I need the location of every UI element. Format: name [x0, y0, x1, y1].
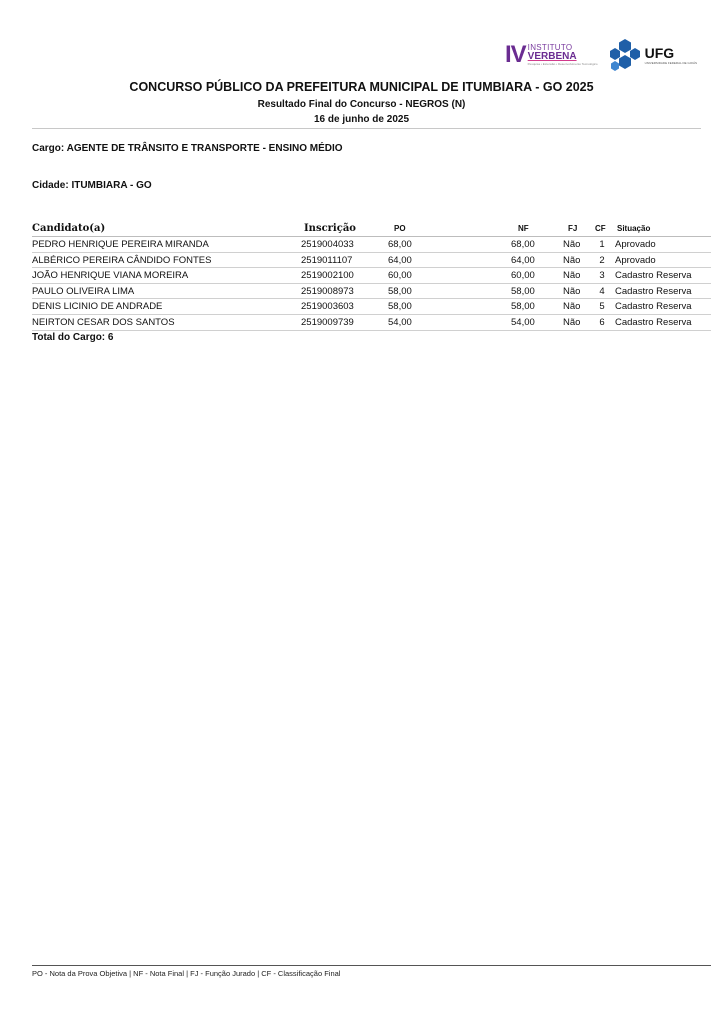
instituto-verbena-line2: VERBENA [527, 51, 577, 62]
cell-nome: JOÃO HENRIQUE VIANA MOREIRA [32, 270, 189, 282]
header-po: PO [394, 224, 406, 233]
document-header [0, 80, 723, 125]
cell-situacao: Cadastro Reserva [615, 270, 692, 282]
cell-fj: Não [563, 316, 581, 328]
cell-nf: 54,00 [511, 316, 535, 328]
cell-nome: DENIS LICINIO DE ANDRADE [32, 301, 163, 313]
cell-po: 60,00 [388, 270, 412, 282]
cell-nf: 58,00 [511, 285, 535, 297]
cell-fj: Não [563, 254, 581, 266]
ufg-wordmark [645, 46, 697, 65]
cell-nome: ALBÉRICO PEREIRA CÂNDIDO FONTES [32, 254, 212, 266]
cell-nome: NEIRTON CESAR DOS SANTOS [32, 316, 175, 328]
cell-inscricao: 2519004033 [301, 239, 354, 250]
cell-cf: 3 [599, 270, 605, 282]
cell-nf: 64,00 [511, 254, 535, 266]
footer-legend: PO - Nota da Prova Objetiva | NF - Nota Final | FJ - Função Jurado | CF - Classificação Final [32, 969, 341, 978]
cell-situacao: Aprovado [615, 239, 656, 250]
instituto-verbena-line1: INSTITUTO [527, 43, 573, 52]
header-divider [32, 128, 701, 129]
cargo-label: Cargo: AGENTE DE TRÂNSITO E TRANSPORTE - ENSINO MÉDIO [32, 143, 343, 154]
cell-fj: Não [563, 270, 581, 282]
cell-po: 58,00 [388, 301, 412, 313]
table-row [32, 268, 711, 284]
cell-nome: PAULO OLIVEIRA LIMA [32, 285, 135, 297]
document-title: CONCURSO PÚBLICO DA PREFEITURA MUNICIPAL DE ITUMBIARA - GO 2025 [129, 80, 594, 94]
cell-inscricao: 2519003603 [301, 301, 354, 313]
instituto-verbena-wordmark [528, 44, 598, 66]
cell-po: 58,00 [388, 285, 412, 297]
cell-cf: 1 [599, 239, 605, 250]
table-row [32, 315, 711, 331]
header-situacao: Situação [617, 224, 651, 233]
header-cf: CF [595, 224, 606, 233]
header-nf: NF [518, 224, 529, 233]
cell-po: 64,00 [388, 254, 412, 266]
total-cargo: Total do Cargo: 6 [32, 332, 114, 343]
cell-fj: Não [563, 285, 581, 297]
cell-fj: Não [563, 301, 581, 313]
table-header [32, 222, 711, 237]
cell-fj: Não [563, 239, 581, 250]
results-table [32, 222, 711, 331]
table-row [32, 237, 711, 253]
cell-situacao: Aprovado [615, 254, 656, 266]
document-subtitle: Resultado Final do Concurso - NEGROS (N) [257, 99, 466, 110]
document-date: 16 de junho de 2025 [313, 114, 410, 125]
ufg-hexagon-logo-icon [608, 38, 642, 72]
ufg-subtext: UNIVERSIDADE FEDERAL DE GOIÁS [644, 60, 697, 65]
cell-cf: 4 [599, 285, 605, 297]
header-candidato: Candidato(a) [32, 223, 106, 234]
cell-po: 68,00 [388, 239, 412, 250]
cell-inscricao: 2519002100 [301, 270, 354, 282]
cell-nf: 68,00 [511, 239, 535, 250]
table-row [32, 253, 711, 269]
cell-nome: PEDRO HENRIQUE PEREIRA MIRANDA [32, 239, 209, 250]
instituto-verbena-logo-icon: IV [504, 41, 526, 68]
cell-nf: 60,00 [511, 270, 535, 282]
header-inscricao: Inscrição [304, 223, 356, 234]
instituto-verbena-line3: Pesquisa • Extensão • Desenvolvimento Tecnológico [527, 62, 598, 66]
ufg-text: UFG [644, 44, 675, 61]
cell-situacao: Cadastro Reserva [615, 316, 692, 328]
cell-cf: 6 [599, 316, 605, 328]
cell-cf: 2 [599, 254, 605, 266]
cell-inscricao: 2519009739 [301, 316, 354, 328]
header-fj: FJ [568, 224, 578, 233]
cell-inscricao: 2519008973 [301, 285, 354, 297]
cell-situacao: Cadastro Reserva [615, 301, 692, 313]
cidade-label: Cidade: ITUMBIARA - GO [32, 180, 152, 191]
logos [505, 38, 697, 72]
table-row [32, 299, 711, 315]
cell-po: 54,00 [388, 316, 412, 328]
cell-inscricao: 2519011107 [301, 254, 353, 266]
cell-cf: 5 [599, 301, 605, 313]
instituto-verbena-logo [505, 43, 598, 67]
footer-divider [32, 965, 711, 966]
cell-nf: 58,00 [511, 301, 535, 313]
table-row [32, 284, 711, 300]
cell-situacao: Cadastro Reserva [615, 285, 692, 297]
ufg-logo [608, 38, 697, 72]
